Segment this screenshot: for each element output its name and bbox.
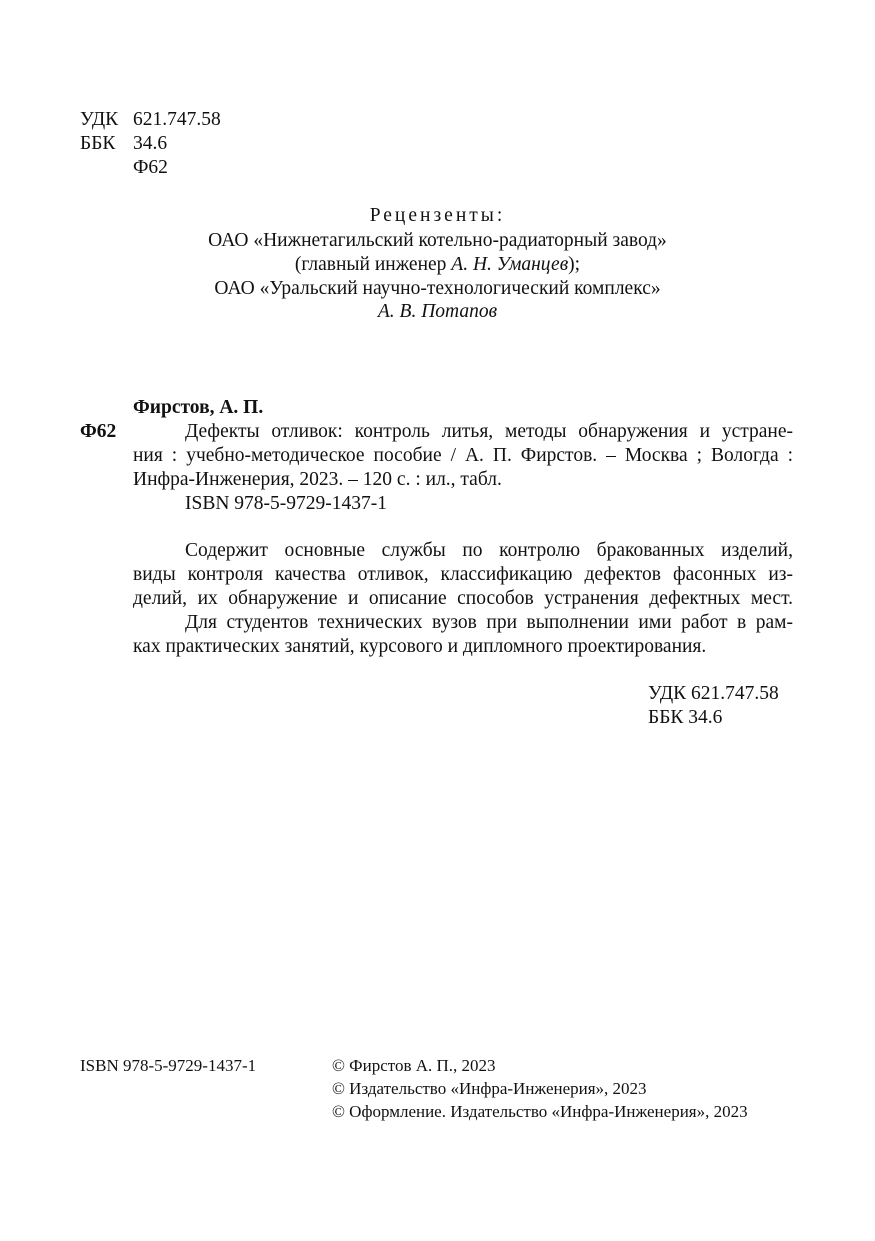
footer-copyright-2: © Издательство «Инфра-Инженерия», 2023 [332,1079,647,1098]
udk-value: 621.747.58 [133,109,221,130]
annotation-p1-line-1: Содержит основные службы по контролю бракованных изделий, [185,540,793,561]
record-mark: Ф62 [80,421,117,442]
author-mark: Ф62 [133,157,168,178]
record-desc-line-2: ния : учебно-методическое пособие / А. П. Фирстов. – Москва ; Вологда : [133,445,793,466]
footer-copyright-1: © Фирстов А. П., 2023 [332,1056,496,1075]
annotation-p1-line-2: виды контроля качества отливок, классификацию дефектов фасонных из- [133,564,793,585]
reviewer-org-2: ОАО «Уральский научно-технологический комплекс» [214,278,661,299]
footer-isbn: ISBN 978-5-9729-1437-1 [80,1056,257,1075]
index-bbk: ББК 34.6 [648,707,723,728]
reviewer-line-2 [0,253,875,277]
annotation-p2-line-2: ках практических занятий, курсового и дипломного проектирования. [133,636,707,657]
record-desc-line-3: Инфра-Инженерия, 2023. – 120 с. : ил., табл. [133,469,502,490]
record-isbn: ISBN 978-5-9729-1437-1 [185,493,388,514]
record-desc-line-1: Дефекты отливок: контроль литья, методы обнаружения и устране- [185,421,793,442]
annotation-p1-line-3: делий, их обнаружение и описание способов устранения дефектных мест. [133,588,793,609]
bbk-value: 34.6 [133,133,168,154]
footer-copyright-3: © Оформление. Издательство «Инфра-Инженерия», 2023 [332,1102,748,1121]
reviewer-name-2: А. В. Потапов [377,301,498,322]
reviewer-suffix: ); [568,254,581,275]
reviewers-heading: Рецензенты: [369,205,506,226]
bbk-label: ББК [80,133,116,154]
reviewer-prefix: (главный инженер [294,254,452,275]
record-author: Фирстов, А. П. [133,397,264,418]
index-udk: УДК 621.747.58 [648,683,779,704]
reviewer-name-1: А. Н. Уманцев [451,254,569,275]
udk-label: УДК [80,109,119,130]
annotation-p2-line-1: Для студентов технических вузов при выполнении ими работ в рам- [185,612,793,633]
reviewer-org-1: ОАО «Нижнетагильский котельно-радиаторный завод» [208,230,667,251]
